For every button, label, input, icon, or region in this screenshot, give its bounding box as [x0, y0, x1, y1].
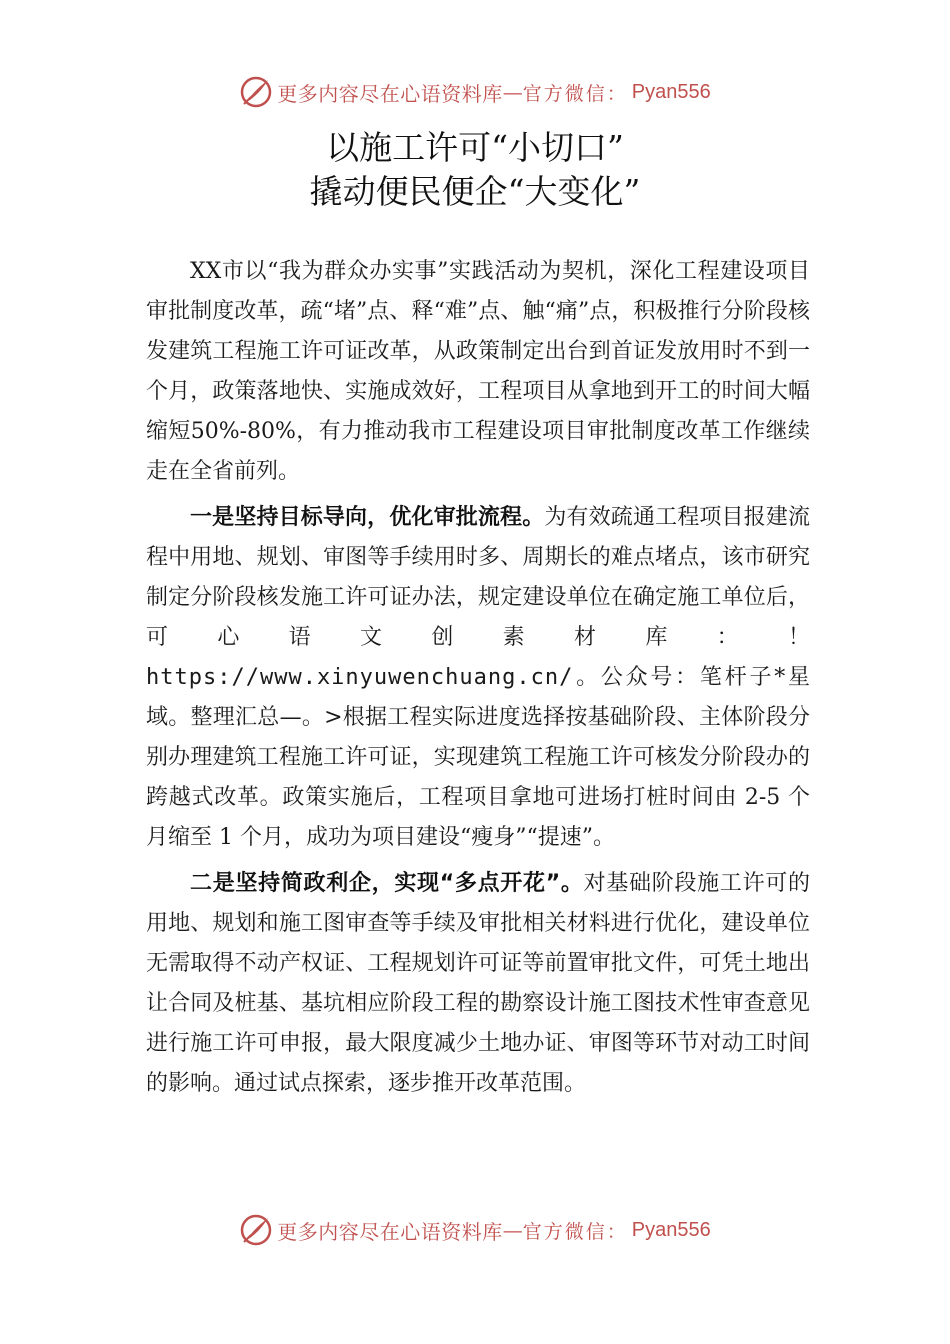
feather-logo-icon	[239, 1213, 273, 1247]
title-line-1: 以施工许可“小切口”	[326, 128, 624, 167]
header-watermark-banner	[0, 72, 950, 112]
section-1-paragraph	[146, 498, 810, 858]
footer-watermark-banner	[0, 1210, 950, 1250]
source-url-link[interactable]: https://www.xinyuwenchuang.cn/	[146, 665, 574, 690]
title-line-2: 撬动便民便企“大变化”	[309, 172, 641, 211]
section-1-lead: 一是坚持目标导向，优化审批流程。	[190, 505, 545, 530]
section-2-lead: 二是坚持简政利企，实现“多点开花”。	[190, 871, 584, 896]
banner-official-label: 官方微信：	[522, 1220, 628, 1243]
banner-wechat-id: Pyan556	[631, 1218, 711, 1241]
article-body	[146, 252, 810, 1104]
feather-logo-icon	[239, 75, 273, 109]
intro-paragraph: XX市以“我为群众办实事”实践活动为契机，深化工程建设项目审批制度改革，疏“堵”点、释“难”点、触“痛”点，积极推行分阶段核发建筑工程施工许可证改革，从政策制定出台到首证发放用时不到一个月，政策落地快、实施成效好，工程项目从拿地到开工的时间大幅缩短50%-80%，有力推动我市工程建设项目审批制度改革工作继续走在全省前列。	[146, 259, 810, 484]
banner-dash: —	[502, 1218, 523, 1242]
section-2-text: 对基础阶段施工许可的用地、规划和施工图审查等手续及审批相关材料进行优化，建设单位无需取得不动产权证、工程规划许可证等前置审批文件，可凭土地出让合同及桩基、基坑相应阶段工程的勘察设计施工图技术性审查意见进行施工许可申报，最大限度减少土地办证、审图等环节对动工时间的影响。通过试点探索，逐步推开改革范围。	[146, 871, 810, 1096]
banner-wechat-id: Pyan556	[631, 80, 711, 103]
banner-dash: —	[502, 80, 523, 104]
banner-official-label: 官方微信：	[522, 82, 628, 105]
banner-text: 更多内容尽在心语资料库	[277, 1219, 503, 1244]
section-1-text-a: 为有效疏通工程项目报建流程中用地、规划、审图等手续用时多、周期长的难点堵点，该市研究制定分阶段核发施工许可证办法，规定建设单位在确定施工单位后，可心语文创素材库：！	[146, 505, 810, 650]
section-1-text-b: 。公众号：笔杆子*星域。整理汇总—。>根据工程实际进度选择按基础阶段、主体阶段分别办理建筑工程施工许可证，实现建筑工程施工许可核发分阶段办的跨越式改革。政策实施后，工程项目拿地可进场打桩时间由 2-5 个月缩至 1 个月，成功为项目建设“瘦身”“提速”。	[146, 665, 810, 850]
section-2-paragraph	[146, 864, 810, 1104]
banner-text: 更多内容尽在心语资料库	[277, 81, 503, 106]
